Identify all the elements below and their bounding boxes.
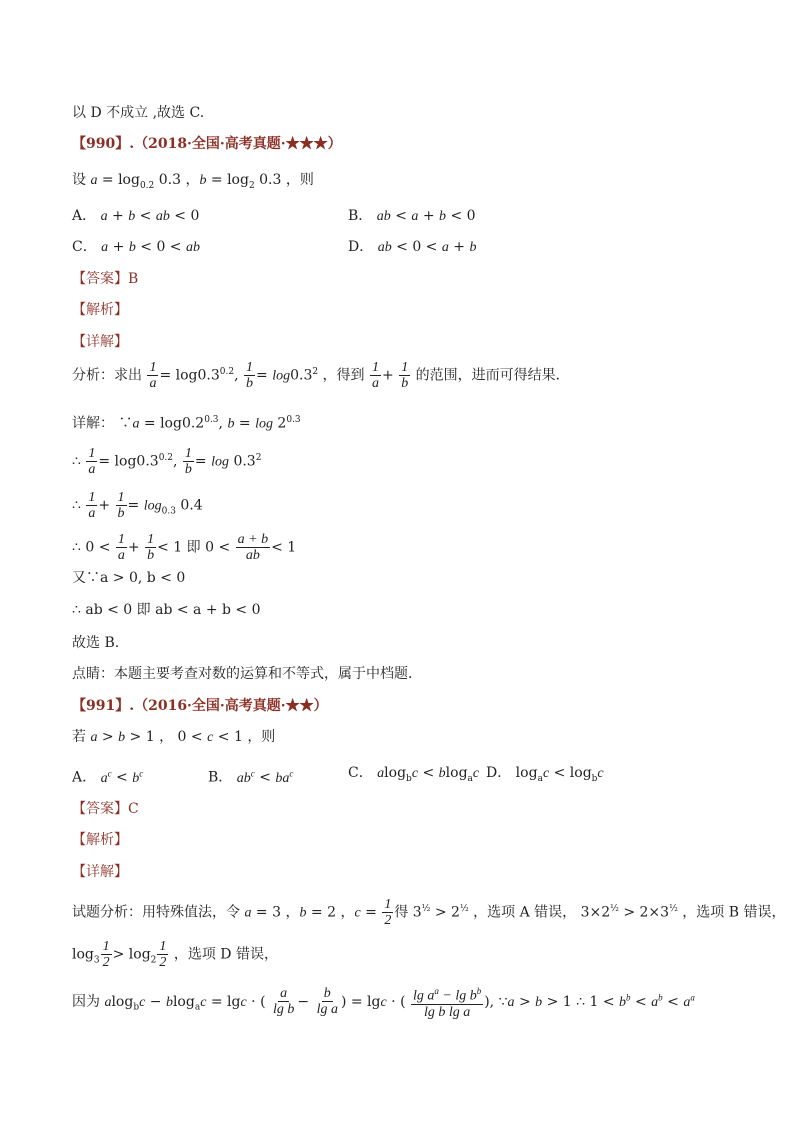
question-990-option-c[interactable]: C． a + b < 0 < ab <box>72 239 200 255</box>
question-990-detail-label: 【详解】 <box>72 334 128 350</box>
question-990-comment: 点睛：本题主要考查对数的运算和不等式，属于中档题． <box>72 666 422 682</box>
question-991-stem: 若 a > b > 1 ， 0 < c < 1 ，则 <box>72 729 276 745</box>
question-991-option-b[interactable]: B． $ab^c < ba^c$ <box>208 768 294 786</box>
question-990-analysis-label: 【解析】 <box>72 302 128 318</box>
question-991-option-c[interactable]: C． alog$_b$c < blog$_a$c <box>348 765 480 784</box>
question-990-analysis-text: 分析：求出 $\frac{1}{a}$ = $\log 0.3^{0.2}$, $\frac{1}{b}$ = $\log 0.3^2$ ，得到 $\frac{1}{a}$ + $\frac{1}{b}$ 的范围，进而可得结果． <box>72 360 570 391</box>
question-990-solution-1: 详解： ∵a = $\log 0.2^{0.3}$, $b = \log 2^{0.3}$ <box>72 415 301 432</box>
question-990-solution-6: ∴ ab < 0 即 ab < a + b < 0 <box>72 602 261 618</box>
question-990-option-d[interactable]: D． ab < 0 < a + b <box>348 239 477 255</box>
question-991-answer: 【答案】C <box>72 801 139 817</box>
question-991-solution-1: 试题分析：用特殊值法，令 a = 3 ，b = 2 ，c = $\frac{1}{2}$ 得 $3^{\frac{1}{2}} > 2^{\frac{1}{2}}$ ，选项 A 错误， $3\times 2^{\frac{1}{2}} > 2\times 3^{\frac{1}{2}}$ ，选项 B 错误， <box>72 897 786 928</box>
question-990-header: 【990】.（2018·全国·高考真题·★★★） <box>72 136 342 152</box>
question-990-solution-4: ∴ 0 < $\frac{1}{a}$ + $\frac{1}{b}$ < 1 即 0 < $\frac{a + b}{ab}$ < 1 <box>72 532 297 563</box>
question-991-option-d[interactable]: D． $\log_ac < \log_bc$ <box>486 765 604 784</box>
question-990-option-a[interactable]: A． a + b < ab < 0 <box>72 208 200 224</box>
question-990-option-b[interactable]: B． ab < a + b < 0 <box>348 208 476 224</box>
question-990-answer: 【答案】B <box>72 271 139 287</box>
question-990-solution-3: ∴ $\frac{1}{a}$ + $\frac{1}{b}$ = $\log_{0.3} 0.4$ <box>72 490 203 521</box>
question-990-stem: 设 $a = \log_{0.2} 0.3$ ，$b = \log_2 0.3$ ，则 <box>72 172 314 191</box>
question-990-solution-2: ∴ $\frac{1}{a}$ = $\log 0.3^{0.2}$, $\frac{1}{b}$ = $\log 0.3^2$ <box>72 446 262 477</box>
question-991-detail-label: 【详解】 <box>72 864 128 880</box>
question-991-option-a[interactable]: A． $a^c < b^c$ <box>72 768 144 786</box>
question-990-choose: 故选 B. <box>72 635 120 651</box>
question-991-header: 【991】.（2016·全国·高考真题·★★） <box>72 698 328 714</box>
question-990-solution-5: 又∵a > 0, b < 0 <box>72 570 186 586</box>
question-991-solution-2: $\log_3$ $\frac{1}{2}$ > $\log_2$ $\frac{1}{2}$ ，选项 D 错误， <box>72 939 278 970</box>
prev-conclusion: 以 D 不成立 ,故选 C. <box>72 105 205 121</box>
question-991-solution-3: 因为 alog$_b$c − blog$_a$c = lgc · ( $\frac{a}{\text{lg b}}$ − $\frac{b}{\text{lg a}}$ ) = lgc · ( $\frac{\lg a^a - \lg b^b}{\text{lg b lg a}}$ ), ∵a > b > 1 ∴ $1 < b^b < a^b < a^a$ <box>72 986 695 1020</box>
question-991-analysis-label: 【解析】 <box>72 832 128 848</box>
